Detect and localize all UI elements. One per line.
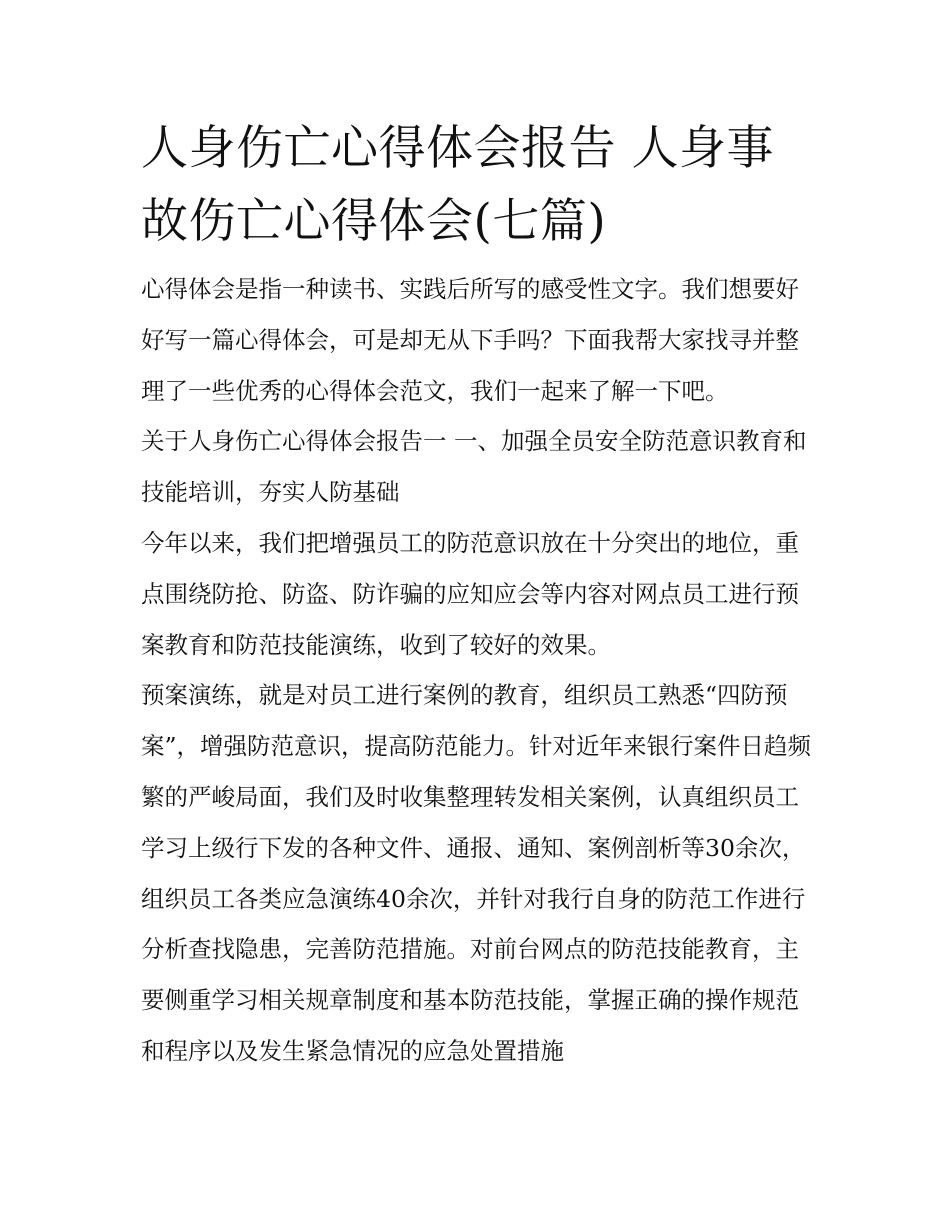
paragraph-heading: 关于人身伤亡心得体会报告一 一、加强全员安全防范意识教育和技能培训，夯实人防基础 <box>141 427 807 507</box>
paragraph-body-1: 今年以来，我们把增强员工的防范意识放在十分突出的地位，重点围绕防抢、防盗、防诈骗的应知应会等内容对网点员工进行预案教育和防范技能演练，收到了较好的效果。 <box>141 528 799 659</box>
paragraph-body-2: 预案演练，就是对员工进行案例的教育，组织员工熟悉“四防预案”，增强防范意识，提高防范能力。针对近年来银行案件日趋频繁的严峻局面，我们及时收集整理转发相关案例，认真组织员工学习上级行下发的各种文件、通报、通知、案例剖析等30余次，组织员工各类应急演练40余次，并针对我行自身的防范工作进行分析查找隐患，完善防范措施。对前台网点的防范技能教育，主要侧重学习相关规章制度和基本防范技能，掌握正确的操作规范和程序以及发生紧急情况的应急处置措施 <box>141 681 812 1065</box>
document-body <box>141 264 813 1077</box>
document-content <box>141 112 813 1077</box>
document-title: 人身伤亡心得体会报告 人身事故伤亡心得体会(七篇) <box>141 121 774 249</box>
paragraph-intro: 心得体会是指一种读书、实践后所写的感受性文字。我们想要好好写一篇心得体会，可是却无从下手吗？下面我帮大家找寻并整理了一些优秀的心得体会范文，我们一起来了解一下吧。 <box>141 275 799 405</box>
